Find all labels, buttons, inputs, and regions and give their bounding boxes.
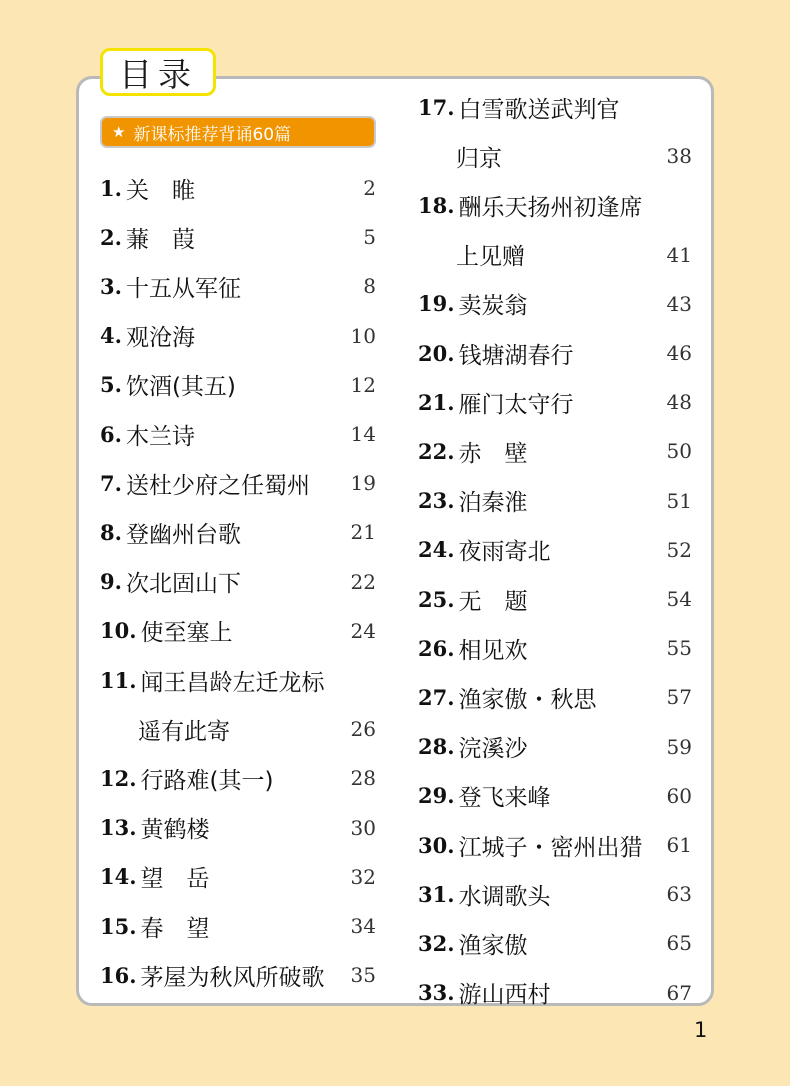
toc-entry-page: 30 (350, 815, 376, 840)
toc-entry-title: 相见欢 (458, 637, 528, 664)
toc-entry-title: 闻王昌龄左迁龙标 (140, 669, 325, 696)
toc-entry-page: 2 (363, 176, 376, 200)
toc-entry[interactable] (418, 431, 692, 471)
toc-entry-title: 浣溪沙 (458, 736, 528, 763)
toc-entry-title: 水调歌头 (458, 883, 551, 910)
toc-entry[interactable] (100, 365, 376, 405)
toc-entry-title: 登幽州台歌 (125, 521, 241, 548)
toc-entry-title: 遥有此寄 (138, 718, 230, 745)
toc-entry-number: 4. (100, 323, 122, 349)
toc-entry[interactable] (100, 512, 376, 552)
toc-entry-title: 观沧海 (125, 325, 195, 352)
toc-entry[interactable] (418, 677, 692, 717)
toc-entry-title: 上见赠 (456, 244, 525, 271)
toc-entry-title: 使至塞上 (140, 620, 233, 647)
toc-title: 目录 (100, 48, 216, 96)
toc-entry-page: 8 (363, 274, 376, 299)
toc-entry[interactable] (418, 923, 692, 963)
toc-entry-number: 15. (100, 913, 137, 939)
toc-entry-page: 41 (666, 242, 692, 267)
toc-entry-title: 望 岳 (140, 866, 210, 893)
toc-entry-page: 51 (666, 488, 692, 513)
toc-entry-title: 赤 壁 (458, 440, 528, 467)
toc-entry[interactable] (100, 414, 376, 454)
toc-entry-number: 32. (418, 930, 455, 956)
toc-entry-number: 30. (418, 832, 455, 858)
toc-entry[interactable] (418, 727, 692, 767)
toc-entry-page: 57 (666, 685, 692, 710)
toc-entry-number: 14. (100, 864, 137, 890)
toc-entry-number: 1. (100, 175, 122, 201)
toc-entry-number: 20. (418, 340, 455, 366)
toc-entry-page: 24 (350, 618, 376, 643)
page-number: 1 (694, 1018, 708, 1042)
toc-entry-title: 黄鹤楼 (140, 817, 210, 844)
toc-entry-page: 21 (350, 520, 376, 545)
toc-entry-number: 18. (418, 192, 455, 218)
toc-entry-number: 21. (418, 389, 455, 415)
toc-entry-number: 31. (418, 881, 455, 907)
toc-entry-title: 白雪歌送武判官 (458, 96, 620, 123)
toc-entry-title: 关 睢 (125, 177, 195, 204)
toc-entry-number: 22. (418, 438, 455, 464)
toc-entry-number: 7. (100, 470, 122, 496)
section-label: 新课标推荐背诵60篇 (133, 124, 292, 145)
toc-entry-number: 9. (100, 569, 122, 595)
toc-entry[interactable] (100, 463, 376, 503)
toc-entry-number: 16. (100, 962, 137, 988)
toc-entry-page: 52 (666, 537, 692, 562)
toc-entry-number: 17. (418, 94, 455, 120)
toc-entry-title: 归京 (456, 145, 502, 172)
toc-entry[interactable] (418, 973, 692, 1013)
toc-entry-number: 27. (418, 684, 455, 710)
toc-entry[interactable] (100, 808, 376, 848)
toc-entry-number: 3. (100, 273, 122, 299)
toc-entry[interactable] (418, 284, 692, 324)
toc-entry-title: 无 题 (458, 588, 528, 615)
toc-entry-page: 22 (350, 569, 376, 594)
toc-entry[interactable] (418, 136, 692, 176)
toc-entry[interactable] (418, 579, 692, 619)
toc-entry-number: 11. (100, 667, 137, 693)
toc-entry-title: 卖炭翁 (458, 293, 528, 320)
toc-entry-title: 雁门太守行 (458, 391, 574, 418)
star-icon: ★ (112, 123, 126, 141)
toc-entry-page: 19 (350, 471, 376, 496)
toc-entry-page: 38 (666, 144, 692, 169)
toc-entry[interactable] (100, 168, 376, 208)
toc-entry[interactable] (100, 758, 376, 798)
toc-entry[interactable] (418, 628, 692, 668)
toc-entry-page: 12 (350, 372, 376, 397)
toc-entry[interactable] (418, 87, 692, 127)
toc-entry[interactable] (100, 709, 376, 749)
toc-entry-page: 54 (666, 587, 692, 611)
toc-entry[interactable] (100, 217, 376, 257)
toc-entry-title: 渔家傲・秋思 (458, 686, 597, 713)
toc-entry-number: 25. (418, 586, 455, 612)
toc-entry-title: 泊秦淮 (458, 490, 528, 517)
toc-entry-title: 夜雨寄北 (458, 539, 551, 566)
toc-entry-page: 26 (350, 717, 376, 742)
toc-entry[interactable] (100, 266, 376, 306)
toc-entry-number: 26. (418, 635, 455, 661)
toc-entry[interactable] (100, 955, 376, 995)
toc-entry-title: 木兰诗 (125, 423, 195, 450)
toc-entry-number: 8. (100, 519, 122, 545)
toc-entry-page: 65 (666, 931, 692, 956)
toc-entry-number: 33. (418, 980, 455, 1006)
toc-entry-page: 10 (350, 323, 376, 348)
toc-entry-number: 2. (100, 224, 122, 250)
toc-entry-title: 饮酒(其五) (125, 374, 236, 401)
toc-entry-page: 14 (350, 422, 376, 446)
toc-entry-page: 32 (350, 864, 376, 889)
toc-entry-title: 春 望 (140, 915, 210, 942)
toc-entry-title: 十五从军征 (125, 275, 241, 302)
toc-entry-number: 28. (418, 734, 455, 760)
toc-entry-page: 34 (350, 914, 376, 938)
toc-entry[interactable] (418, 185, 692, 225)
toc-entry-number: 10. (100, 618, 137, 644)
toc-entry-page: 60 (666, 783, 692, 808)
section-banner (100, 116, 376, 148)
toc-entry-page: 63 (666, 882, 692, 907)
toc-entry-title: 蒹 葭 (125, 226, 195, 253)
toc-entry-number: 23. (418, 488, 455, 514)
toc-entry[interactable] (100, 316, 376, 356)
toc-entry-page: 55 (666, 636, 692, 661)
toc-entry-page: 50 (666, 439, 692, 464)
toc-entry-page: 61 (666, 833, 692, 857)
toc-entry-title: 游山西村 (458, 982, 551, 1009)
toc-entry[interactable] (418, 382, 692, 422)
toc-entry[interactable] (100, 611, 376, 651)
toc-entry-title: 次北固山下 (125, 571, 241, 598)
toc-entry[interactable] (418, 235, 692, 275)
toc-entry-number: 5. (100, 372, 122, 398)
toc-entry-title: 渔家傲 (458, 932, 528, 959)
toc-entry-page: 28 (350, 766, 376, 791)
toc-entry[interactable] (100, 562, 376, 602)
toc-entry-page: 46 (666, 341, 692, 365)
toc-entry-number: 6. (100, 421, 122, 447)
toc-entry-title: 茅屋为秋风所破歌 (140, 964, 325, 991)
toc-entry-number: 12. (100, 765, 137, 791)
toc-entry[interactable] (418, 825, 692, 865)
toc-entry-page: 59 (666, 734, 692, 759)
toc-entry-title: 送杜少府之任蜀州 (125, 472, 310, 499)
toc-entry-number: 13. (100, 815, 137, 841)
toc-entry[interactable] (418, 776, 692, 816)
toc-entry[interactable] (100, 857, 376, 897)
toc-entry-page: 43 (666, 291, 692, 316)
toc-entry[interactable] (418, 874, 692, 914)
toc-entry-number: 29. (418, 783, 455, 809)
toc-entry-title: 江城子・密州出猎 (458, 834, 643, 861)
toc-entry-page: 67 (666, 980, 692, 1005)
toc-entry-number: 19. (418, 291, 455, 317)
toc-entry-number: 24. (418, 537, 455, 563)
toc-entry[interactable] (418, 481, 692, 521)
toc-entry-title: 酬乐天扬州初逢席 (458, 194, 643, 221)
toc-entry[interactable] (100, 906, 376, 946)
toc-entry-page: 48 (666, 390, 692, 415)
toc-entry-page: 5 (363, 225, 376, 250)
toc-entry[interactable] (418, 530, 692, 570)
toc-entry-title: 行路难(其一) (140, 767, 274, 794)
toc-entry-page: 35 (350, 963, 376, 988)
toc-entry[interactable] (100, 660, 376, 700)
toc-entry[interactable] (418, 333, 692, 373)
toc-entry-title: 登飞来峰 (458, 785, 551, 812)
toc-entry-title: 钱塘湖春行 (458, 342, 574, 369)
